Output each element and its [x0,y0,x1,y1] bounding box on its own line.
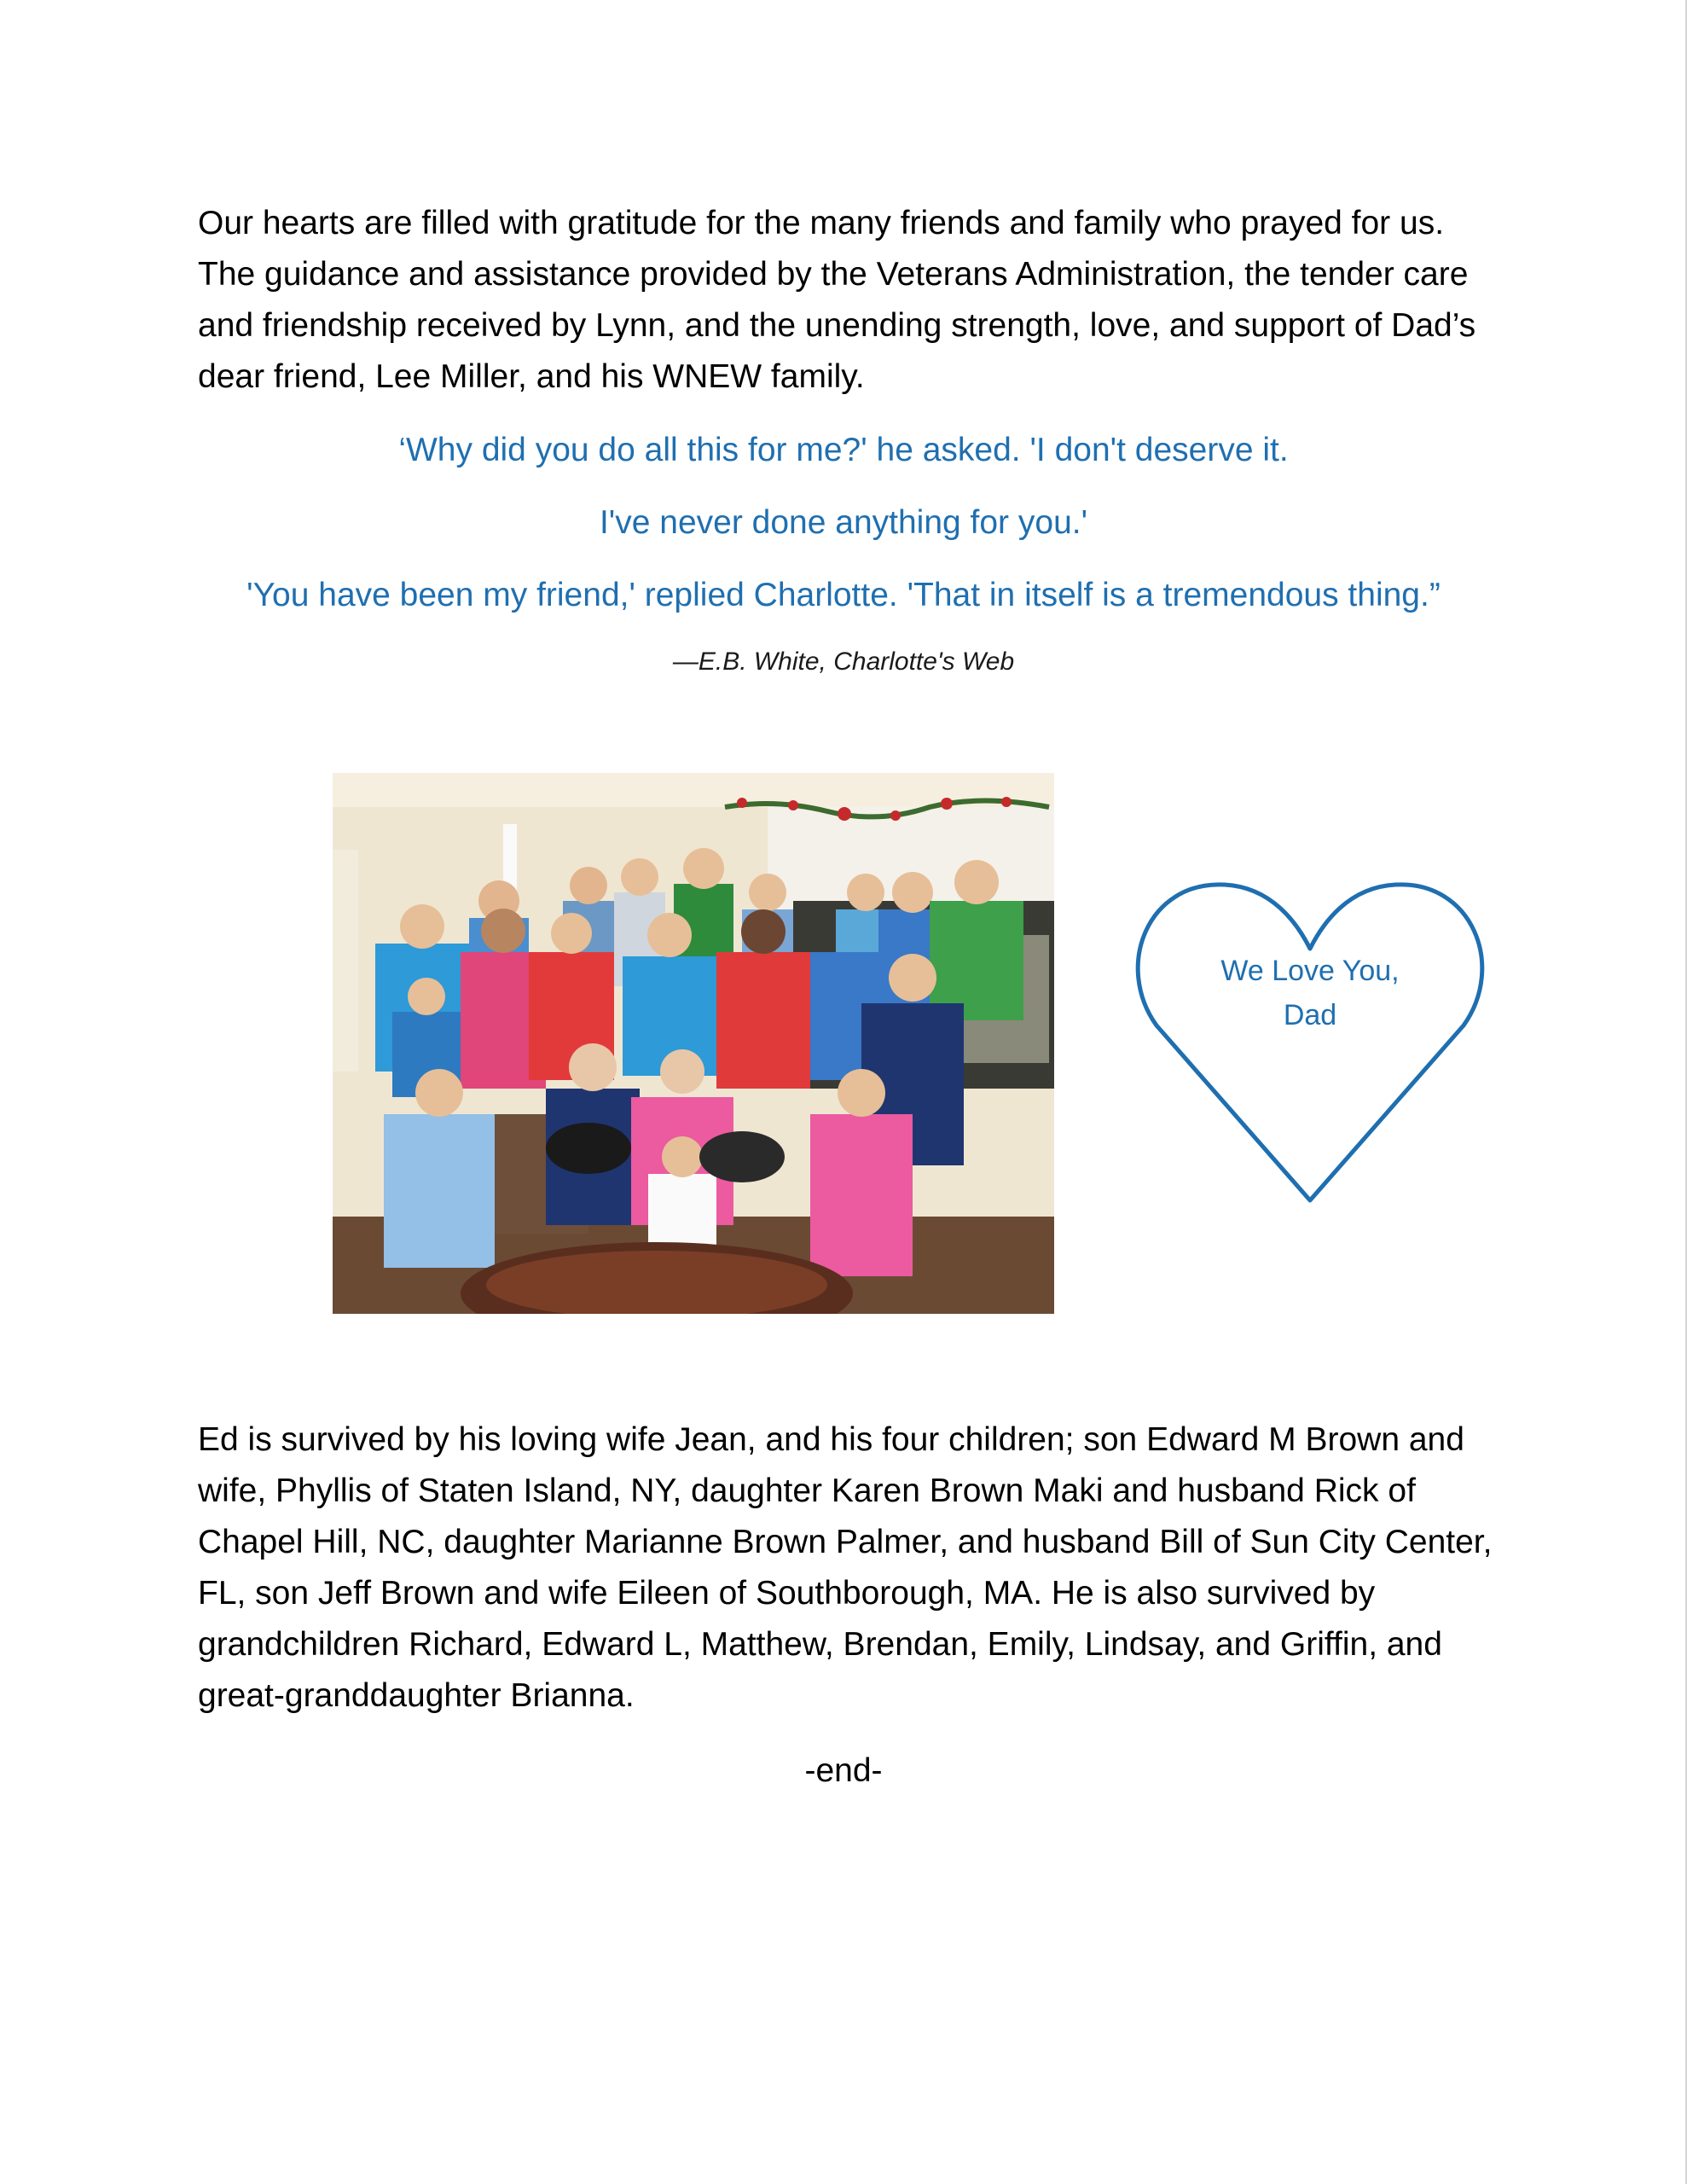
heart-callout [1122,863,1498,1205]
heart-text-line-1: We Love You, [1220,955,1400,987]
survivors-paragraph: Ed is survived by his loving wife Jean, and his four children; son Edward M Brown and wife, Phyllis of Staten Island, NY, daughter Karen Brown Maki and husband Rick of Chapel Hill, NC, daughter Marianne Brown Palmer, and husband Bill of Sun City Center, FL, son Jeff Brown and wife Eileen of Southborough, MA. He is also survived by grandchildren Richard, Edward L, Matthew, Brendan, Emily, Lindsay, and Griffin, and great-granddaughter Brianna. [198,1421,1493,1714]
quote-line-1: ‘Why did you do all this for me?' he asked. 'I don't deserve it. [398,432,1289,468]
intro-paragraph: Our hearts are filled with gratitude for the many friends and family who prayed for us. The guidance and assistance provided by the Veterans Administration, the tender care and friendship received by Lynn, and the unending strength, love, and support of Dad’s dear friend, Lee Miller, and his WNEW family. [198,205,1476,395]
heart-text-line-2: Dad [1283,999,1337,1031]
end-mark: -end- [804,1752,883,1789]
quote-line-2: I've never done anything for you.' [599,504,1088,541]
quote-attribution: —E.B. White, Charlotte's Web [672,648,1015,676]
family-photo [333,773,1054,1314]
quote-line-3: 'You have been my friend,' replied Charlotte. 'That in itself is a tremendous thing.” [246,577,1441,613]
